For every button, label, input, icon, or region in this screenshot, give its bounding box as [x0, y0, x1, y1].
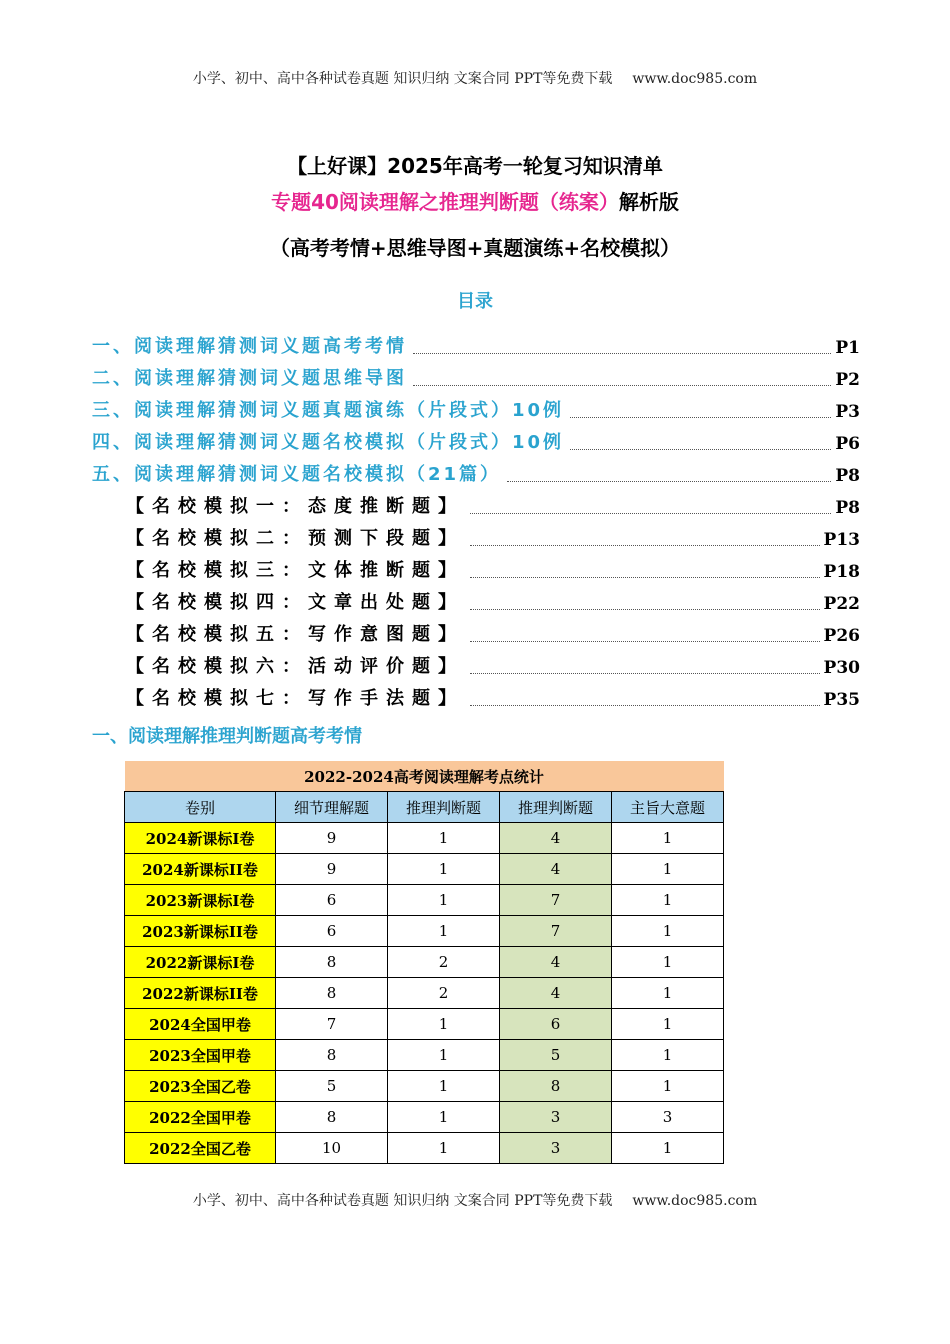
title-line-2	[0, 186, 950, 215]
count-cell: 1	[612, 1009, 724, 1040]
stats-table	[124, 761, 724, 1164]
toc-item-label: 五、阅读理解猜测词义题名校模拟（21篇）	[92, 464, 502, 485]
toc-leader	[413, 384, 831, 386]
count-cell: 1	[612, 1040, 724, 1071]
count-cell: 1	[388, 854, 500, 885]
toc-leader	[470, 640, 820, 642]
count-cell: 1	[612, 916, 724, 947]
count-cell: 7	[500, 916, 612, 947]
table-row	[125, 1102, 724, 1133]
paper-name-cell: 2023新课标II卷	[125, 916, 276, 947]
toc-leader	[470, 512, 831, 514]
count-cell: 7	[276, 1009, 388, 1040]
column-header: 细节理解题	[276, 792, 388, 823]
table-row	[125, 1009, 724, 1040]
count-cell: 4	[500, 854, 612, 885]
toc-item[interactable]	[92, 458, 860, 486]
toc-leader	[470, 576, 820, 578]
count-cell: 1	[612, 854, 724, 885]
count-cell: 8	[500, 1071, 612, 1102]
toc-subitem-page: P30	[823, 658, 860, 678]
count-cell: 1	[388, 1071, 500, 1102]
count-cell: 1	[612, 1133, 724, 1164]
count-cell: 1	[612, 823, 724, 854]
count-cell: 5	[500, 1040, 612, 1071]
toc-item-page: P8	[835, 466, 860, 486]
count-cell: 8	[276, 978, 388, 1009]
toc-item-label: 四、阅读理解猜测词义题名校模拟（片段式）10例	[92, 432, 565, 453]
paper-name-cell: 2024全国甲卷	[125, 1009, 276, 1040]
toc-leader	[507, 480, 831, 482]
toc-item-label: 一、阅读理解猜测词义题高考考情	[92, 336, 407, 357]
footer-text: 小学、初中、高中各种试卷真题 知识归纳 文案合同 PPT等免费下载	[192, 1193, 613, 1209]
table-row	[125, 823, 724, 854]
title-version: 解析版	[618, 190, 679, 214]
count-cell: 1	[612, 978, 724, 1009]
title-line-3: （高考考情+思维导图+真题演练+名校模拟）	[269, 236, 681, 260]
count-cell: 3	[612, 1102, 724, 1133]
count-cell: 5	[276, 1071, 388, 1102]
count-cell: 1	[388, 1133, 500, 1164]
toc-item[interactable]	[92, 394, 860, 422]
count-cell: 1	[388, 1102, 500, 1133]
count-cell: 4	[500, 823, 612, 854]
count-cell: 8	[276, 947, 388, 978]
toc-subitem-page: P13	[823, 530, 860, 550]
table-caption: 2022-2024高考阅读理解考点统计	[125, 761, 724, 792]
toc-leader	[470, 672, 820, 674]
table-row	[125, 916, 724, 947]
toc-item-label: 二、阅读理解猜测词义题思维导图	[92, 368, 407, 389]
count-cell: 9	[276, 854, 388, 885]
table-row	[125, 854, 724, 885]
count-cell: 10	[276, 1133, 388, 1164]
page-header	[0, 68, 950, 88]
count-cell: 8	[276, 1102, 388, 1133]
toc-leader	[413, 352, 831, 354]
column-header: 推理判断题	[388, 792, 500, 823]
toc-subitem-label: 【名校模拟五：写作意图题】	[126, 624, 464, 645]
count-cell: 6	[276, 885, 388, 916]
toc-subitem[interactable]	[126, 522, 860, 550]
count-cell: 1	[388, 885, 500, 916]
column-header: 推理判断题	[500, 792, 612, 823]
toc-subitem-label: 【名校模拟三：文体推断题】	[126, 560, 464, 581]
toc-subitem-page: P8	[835, 498, 860, 518]
count-cell: 1	[388, 916, 500, 947]
toc-item-page: P1	[835, 338, 860, 358]
paper-name-cell: 2022新课标I卷	[125, 947, 276, 978]
table-row	[125, 1071, 724, 1102]
toc-item-page: P2	[835, 370, 860, 390]
toc-subitem-page: P18	[823, 562, 860, 582]
count-cell: 8	[276, 1040, 388, 1071]
table-row	[125, 1133, 724, 1164]
paper-name-cell: 2023新课标I卷	[125, 885, 276, 916]
toc-subitem-label: 【名校模拟二：预测下段题】	[126, 528, 464, 549]
paper-name-cell: 2022新课标II卷	[125, 978, 276, 1009]
count-cell: 4	[500, 947, 612, 978]
toc-heading: 目录	[457, 291, 493, 312]
paper-name-cell: 2024新课标II卷	[125, 854, 276, 885]
toc-subitem-page: P22	[823, 594, 860, 614]
toc-subitem-label: 【名校模拟四：文章出处题】	[126, 592, 464, 613]
table-row	[125, 947, 724, 978]
count-cell: 2	[388, 978, 500, 1009]
count-cell: 1	[388, 1040, 500, 1071]
table-header-row	[125, 792, 724, 823]
toc-subitem-label: 【名校模拟七：写作手法题】	[126, 688, 464, 709]
toc-subitem-page: P35	[823, 690, 860, 710]
count-cell: 1	[612, 947, 724, 978]
toc-leader	[470, 704, 820, 706]
toc-leader	[470, 544, 820, 546]
title-topic: 专题40阅读理解之推理判断题（练案）	[271, 190, 619, 214]
header-text: 小学、初中、高中各种试卷真题 知识归纳 文案合同 PPT等免费下载	[192, 71, 613, 87]
count-cell: 3	[500, 1133, 612, 1164]
table-row	[125, 978, 724, 1009]
count-cell: 1	[388, 823, 500, 854]
paper-name-cell: 2023全国乙卷	[125, 1071, 276, 1102]
count-cell: 9	[276, 823, 388, 854]
toc-leader	[570, 416, 831, 418]
toc-leader	[570, 448, 831, 450]
count-cell: 6	[500, 1009, 612, 1040]
toc-leader	[470, 608, 820, 610]
toc-subitem[interactable]	[126, 650, 860, 678]
footer-site[interactable]: www.doc985.com	[632, 1193, 758, 1209]
toc-item-page: P6	[835, 434, 860, 454]
header-site[interactable]: www.doc985.com	[632, 71, 758, 87]
count-cell: 2	[388, 947, 500, 978]
column-header: 主旨大意题	[612, 792, 724, 823]
title-line-1: 【上好课】2025年高考一轮复习知识清单	[287, 154, 663, 178]
count-cell: 1	[388, 1009, 500, 1040]
toc-item-label: 三、阅读理解猜测词义题真题演练（片段式）10例	[92, 400, 565, 421]
count-cell: 1	[612, 1071, 724, 1102]
toc-item[interactable]	[92, 330, 860, 358]
paper-name-cell: 2024新课标I卷	[125, 823, 276, 854]
paper-name-cell: 2022全国甲卷	[125, 1102, 276, 1133]
toc-subitem[interactable]	[126, 682, 860, 710]
toc-subitem[interactable]	[126, 554, 860, 582]
table-row	[125, 885, 724, 916]
section-heading: 一、阅读理解推理判断题高考考情	[92, 726, 362, 747]
toc-subitem[interactable]	[126, 490, 860, 518]
toc-item[interactable]	[92, 426, 860, 454]
toc-subitem-page: P26	[823, 626, 860, 646]
count-cell: 7	[500, 885, 612, 916]
toc-subitem-label: 【名校模拟六：活动评价题】	[126, 656, 464, 677]
page-footer	[0, 1190, 950, 1210]
count-cell: 6	[276, 916, 388, 947]
count-cell: 1	[612, 885, 724, 916]
toc-item[interactable]	[92, 362, 860, 390]
column-header: 卷别	[125, 792, 276, 823]
toc-subitem-label: 【名校模拟一：态度推断题】	[126, 496, 464, 517]
count-cell: 4	[500, 978, 612, 1009]
toc-subitem[interactable]	[126, 618, 860, 646]
paper-name-cell: 2023全国甲卷	[125, 1040, 276, 1071]
toc-subitem[interactable]	[126, 586, 860, 614]
table-row	[125, 1040, 724, 1071]
toc-item-page: P3	[835, 402, 860, 422]
paper-name-cell: 2022全国乙卷	[125, 1133, 276, 1164]
count-cell: 3	[500, 1102, 612, 1133]
